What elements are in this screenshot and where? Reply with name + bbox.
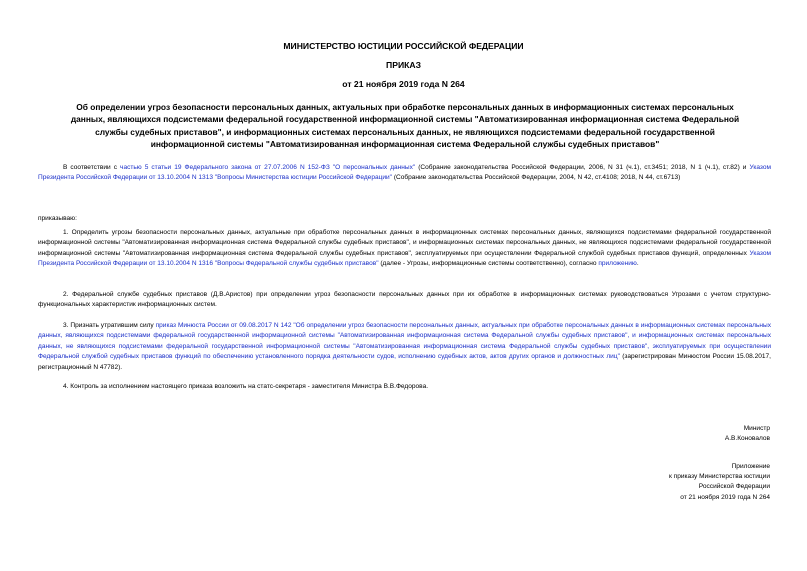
decree-1313-link[interactable]: Указом Президента Российской Федерации от 13.10.2004 N 1313 "Вопросы Министерства юстиции Российской Федерации" (38, 164, 771, 182)
appendix-line-2: к приказу Министерства юстиции (668, 473, 770, 481)
document-type: ПРИКАЗ (386, 60, 421, 70)
preamble-text-3: (Собрание законодательства Российской Федерации, 2004, N 42, ст.4108; 2018, N 44, ст.6713) (392, 174, 681, 182)
signature-position: Министр (743, 425, 770, 432)
law-152-link[interactable]: частью 5 статьи 19 Федерального закона от 27.07.2006 N 152-ФЗ "О персональных данных" (120, 164, 416, 171)
appendix-reference (669, 462, 770, 503)
preamble-paragraph (38, 163, 771, 184)
item-2-paragraph: 2. Федеральной службе судебных приставов (Д.В.Аристов) при определении угроз безопасности персональных данных при их обработке в информационных системах руководствоваться Угрозами с учетом структурно-функциональных характеристик информационных систем. (38, 291, 771, 309)
item-1-text-2: (далее - Угрозы, информационные системы соответственно), согласно (378, 260, 599, 268)
item-1-text-3: . (636, 260, 639, 268)
preamble-text-2: (Собрание законодательства Российской Федерации, 2006, N 31 (ч.1), ст.3451; 2018, N 1 (ч.1), ст.82) и (415, 164, 750, 171)
appendix-line-3: Российской Федерации (698, 483, 770, 491)
preamble-text-1: В соответствии с (63, 164, 121, 171)
item-3-text-2: (зарегистрирован Минюстом России 15.08.2017, регистрационный N 47782). (38, 353, 771, 371)
appendix-line-4: от 21 ноября 2019 года N 264 (680, 493, 770, 501)
signature-block (725, 424, 770, 444)
item-3-text-1: 3. Признать утратившим силу (63, 322, 156, 329)
decree-1316-link[interactable]: Указом Президента Российской Федерации от 13.10.2004 N 1316 "Вопросы Федеральной службы судебных приставов" (38, 249, 771, 268)
item-1-text-1: 1. Определить угрозы безопасности персональных данных, актуальные при обработке персональных данных в информационных системах персональных данных, являющихся подсистемами федеральной государственной информационной системы "Автоматизированная информационная система Федеральной службы судебных приставов", и информационных системах персональных данных, не являющихся подсистемами федеральной государственной информационной системы "Автоматизированная информационная система Федеральной службы судебных приставов", эксплуатируемых при осуществлении Федеральной службой судебных приставов функций, определенных (38, 229, 771, 257)
order-word: приказываю: (38, 215, 77, 222)
item-3-paragraph (38, 321, 771, 373)
appendix-line-1: Приложение (731, 463, 770, 470)
ministry-heading: МИНИСТЕРСТВО ЮСТИЦИИ РОССИЙСКОЙ ФЕДЕРАЦИИ (283, 41, 524, 51)
document-title: Об определении угроз безопасности персональных данных, актуальных при обработке персональных данных в информационных системах персональных данных, являющихся подсистемами федеральной государственной информационной системы "Автоматизированная информационная система Федеральной службы судебных приставов", и информационных системах персональных данных, не являющихся подсистемами федеральной государственной информационной системы "Автоматизированная информационная система Федеральной службы судебных приставов" (70, 102, 740, 150)
item-1-paragraph (38, 228, 771, 270)
document-date-number: от 21 ноября 2019 года N 264 (342, 79, 465, 89)
order-142-link[interactable]: приказ Минюста России от 09.08.2017 N 142 "Об определении угроз безопасности персональных данных, актуальных при обработке персональных данных в информационных системах персональных данных, являющихся подсистемами федеральной государственной информационной системы "Автоматизированная информационная система Федеральной службы судебных приставов", и информационных системах персональных данных, не являющихся подсистемами федеральной государственной информационной системы "Автоматизированная информационная система Федеральной службы судебных приставов", эксплуатируемых при осуществлении Федеральной службой судебных приставов функций по обеспечению установленного порядка деятельности судов, исполнению судебных актов, актов других органов и должностных лиц" (38, 322, 771, 361)
signature-name: А.В.Коновалов (724, 435, 770, 443)
appendix-link[interactable]: приложению (598, 260, 637, 268)
item-4-paragraph: 4. Контроль за исполнением настоящего приказа возложить на статс-секретаря - заместителя Министра В.В.Федорова. (63, 383, 429, 390)
